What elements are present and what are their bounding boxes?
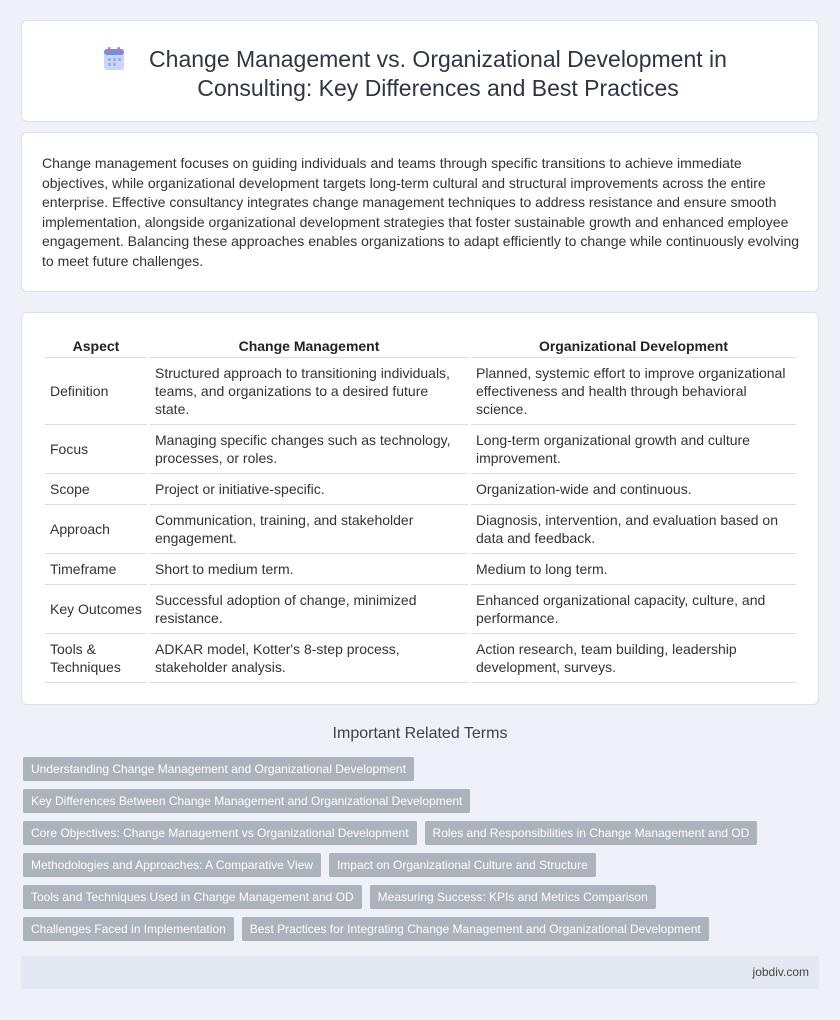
- row-aspect: Key Outcomes: [45, 585, 147, 634]
- row-aspect: Definition: [45, 358, 147, 425]
- table-row: [45, 554, 796, 585]
- comparison-card: [21, 312, 819, 705]
- header-organizational-development: Organizational Development: [471, 333, 796, 358]
- header-card: [21, 20, 819, 122]
- table-row: [45, 425, 796, 474]
- related-term-tag[interactable]: Understanding Change Management and Organizational Development: [23, 757, 414, 781]
- table-row: [45, 474, 796, 505]
- row-change-management: Successful adoption of change, minimized resistance.: [150, 585, 468, 634]
- related-term-tag[interactable]: Best Practices for Integrating Change Management and Organizational Development: [242, 917, 709, 941]
- row-change-management: ADKAR model, Kotter's 8-step process, stakeholder analysis.: [150, 634, 468, 683]
- row-aspect: Scope: [45, 474, 147, 505]
- table-row: [45, 634, 796, 683]
- row-change-management: Structured approach to transitioning individuals, teams, and organizations to a desired future state.: [150, 358, 468, 425]
- related-terms-heading: Important Related Terms: [332, 725, 508, 742]
- related-terms-list: [23, 757, 783, 949]
- related-term-tag[interactable]: Methodologies and Approaches: A Comparative View: [23, 853, 321, 877]
- row-organizational-development: Enhanced organizational capacity, culture, and performance.: [471, 585, 796, 634]
- row-change-management: Short to medium term.: [150, 554, 468, 585]
- footer: [21, 956, 819, 989]
- table-row: [45, 358, 796, 425]
- row-organizational-development: Medium to long term.: [471, 554, 796, 585]
- row-aspect: Approach: [45, 505, 147, 554]
- row-aspect: Focus: [45, 425, 147, 474]
- related-term-tag[interactable]: Measuring Success: KPIs and Metrics Comparison: [370, 885, 656, 909]
- row-organizational-development: Diagnosis, intervention, and evaluation based on data and feedback.: [471, 505, 796, 554]
- comparison-table: [42, 333, 799, 683]
- row-change-management: Project or initiative-specific.: [150, 474, 468, 505]
- row-organizational-development: Organization-wide and continuous.: [471, 474, 796, 505]
- row-organizational-development: Long-term organizational growth and culture improvement.: [471, 425, 796, 474]
- header-aspect: Aspect: [45, 333, 147, 358]
- page-title: Change Management vs. Organizational Development in Consulting: Key Differences and Best Practices: [149, 46, 727, 101]
- table-header-row: [45, 333, 796, 358]
- table-row: [45, 505, 796, 554]
- intro-paragraph: Change management focuses on guiding individuals and teams through specific transitions to achieve immediate objectives, while organizational development targets long-term cultural and structural improvements across the entire enterprise. Effective consultancy integrates change management techniques to address resistance and ensure smooth implementation, alongside organizational development strategies that foster sustainable growth and enhanced employee engagement. Balancing these approaches enables organizations to adapt efficiently to change while continuously evolving to meet future challenges.: [42, 155, 800, 269]
- intro-card: [21, 132, 819, 292]
- row-aspect: Timeframe: [45, 554, 147, 585]
- related-term-tag[interactable]: Impact on Organizational Culture and Structure: [329, 853, 596, 877]
- row-change-management: Communication, training, and stakeholder engagement.: [150, 505, 468, 554]
- related-term-tag[interactable]: Challenges Faced in Implementation: [23, 917, 234, 941]
- row-organizational-development: Planned, systemic effort to improve organizational effectiveness and health through behavioral science.: [471, 358, 796, 425]
- row-aspect: Tools & Techniques: [45, 634, 147, 683]
- row-organizational-development: Action research, team building, leadership development, surveys.: [471, 634, 796, 683]
- table-row: [45, 585, 796, 634]
- related-term-tag[interactable]: Key Differences Between Change Management and Organizational Development: [23, 789, 470, 813]
- row-change-management: Managing specific changes such as technology, processes, or roles.: [150, 425, 468, 474]
- related-term-tag[interactable]: Core Objectives: Change Management vs Organizational Development: [23, 821, 417, 845]
- related-term-tag[interactable]: Tools and Techniques Used in Change Management and OD: [23, 885, 362, 909]
- related-term-tag[interactable]: Roles and Responsibilities in Change Management and OD: [425, 821, 758, 845]
- header-change-management: Change Management: [150, 333, 468, 358]
- footer-site-link[interactable]: jobdiv.com: [752, 965, 809, 979]
